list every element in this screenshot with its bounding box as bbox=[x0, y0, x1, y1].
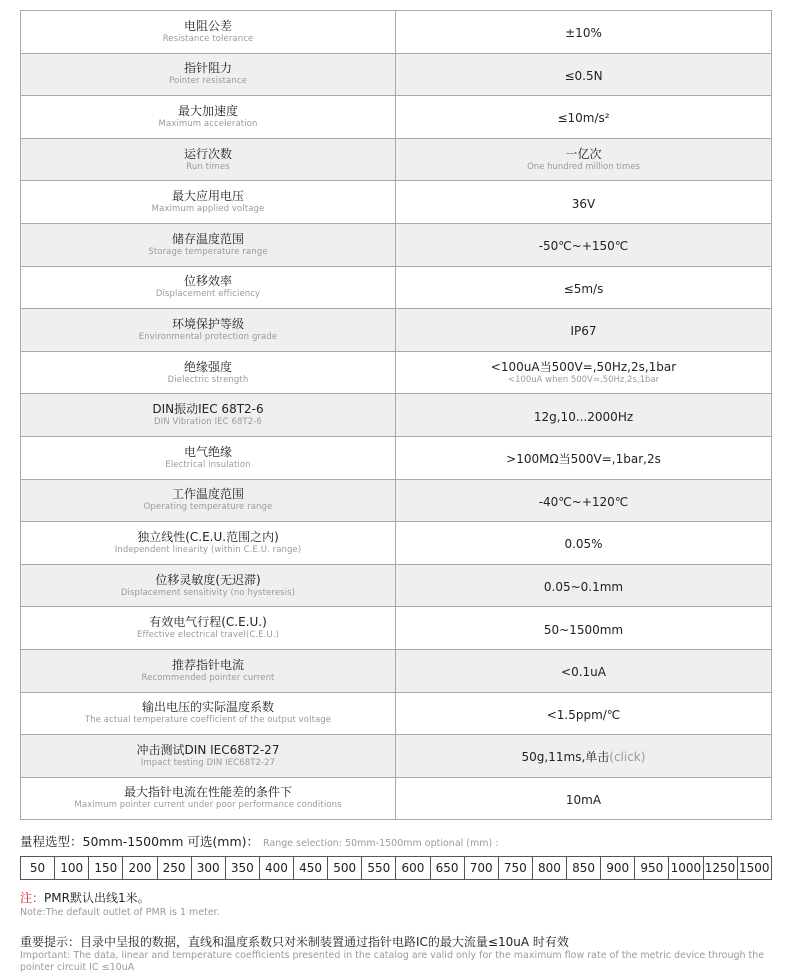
spec-value-cell bbox=[396, 522, 772, 565]
spec-value-en: One hundred million times bbox=[527, 161, 640, 172]
range-selection-en: Range selection: 50mm-1500mm optional (mm) : bbox=[263, 838, 499, 849]
spec-value-cell bbox=[396, 479, 772, 522]
spec-label-cn: 环境保护等级 bbox=[171, 316, 244, 331]
range-option: 700 bbox=[464, 857, 498, 880]
range-option: 400 bbox=[259, 857, 293, 880]
spec-value-en: <100uA when 500V=,50Hz,2s,1bar bbox=[507, 374, 660, 385]
spec-value: ≤0.5N bbox=[564, 68, 603, 83]
spec-label-cell bbox=[21, 479, 396, 522]
spec-label-cell bbox=[21, 735, 396, 778]
spec-value-cell bbox=[396, 436, 772, 479]
range-option: 350 bbox=[225, 857, 259, 880]
spec-value: -50℃~+150℃ bbox=[538, 239, 629, 254]
range-option: 450 bbox=[294, 857, 328, 880]
spec-value: 50g,11ms,单击 bbox=[521, 750, 610, 765]
spec-value-cell bbox=[396, 266, 772, 309]
spec-label-cn: 最大应用电压 bbox=[171, 189, 244, 204]
note-cn-line bbox=[20, 890, 780, 906]
spec-value-cell bbox=[396, 138, 772, 181]
spec-label-cn: 工作温度范围 bbox=[171, 487, 244, 502]
spec-value: <1.5ppm/℃ bbox=[546, 707, 621, 722]
spec-label-cell bbox=[21, 692, 396, 735]
spec-label-en: The actual temperature coefficient of the output voltage bbox=[84, 715, 332, 726]
spec-label-en: Effective electrical travel(C.E.U.) bbox=[137, 630, 279, 641]
spec-label-cn: 电阻公差 bbox=[183, 18, 232, 33]
range-option: 900 bbox=[601, 857, 635, 880]
spec-table-body bbox=[21, 11, 772, 820]
spec-label-cell bbox=[21, 138, 396, 181]
spec-label-cn: 最大指针电流在性能差的条件下 bbox=[123, 785, 292, 800]
important-block bbox=[20, 934, 780, 974]
spec-label-en: Maximum acceleration bbox=[158, 118, 258, 129]
spec-value: 50~1500mm bbox=[543, 622, 624, 637]
spec-value: ±10% bbox=[565, 26, 602, 41]
spec-label-en: DIN Vibration IEC 68T2-6 bbox=[154, 417, 262, 428]
range-option: 850 bbox=[567, 857, 601, 880]
range-option: 100 bbox=[55, 857, 89, 880]
spec-label-cell bbox=[21, 649, 396, 692]
spec-label-cell bbox=[21, 777, 396, 820]
spec-label-en: Independent linearity (within C.E.U. range) bbox=[114, 544, 302, 555]
spec-row bbox=[21, 138, 772, 181]
spec-row bbox=[21, 436, 772, 479]
range-option: 50 bbox=[21, 857, 55, 880]
spec-label-cn: 推荐指针电流 bbox=[171, 657, 244, 672]
spec-label-en: Pointer resistance bbox=[169, 76, 247, 87]
spec-label-cell bbox=[21, 522, 396, 565]
spec-value-cell bbox=[396, 309, 772, 352]
spec-label-cell bbox=[21, 351, 396, 394]
spec-value-cell bbox=[396, 11, 772, 54]
note-block bbox=[20, 890, 780, 919]
spec-row bbox=[21, 735, 772, 778]
spec-value: 10mA bbox=[565, 792, 602, 807]
spec-value: ≤10m/s² bbox=[557, 111, 610, 126]
spec-value: ≤5m/s bbox=[563, 281, 604, 296]
note-prefix: 注： bbox=[20, 891, 45, 905]
spec-value-cell bbox=[396, 692, 772, 735]
spec-label-en: Dielectric strength bbox=[167, 374, 249, 385]
range-option: 1000 bbox=[669, 857, 703, 880]
spec-value-cell bbox=[396, 96, 772, 139]
range-option: 1250 bbox=[703, 857, 737, 880]
range-option: 300 bbox=[191, 857, 225, 880]
spec-row bbox=[21, 564, 772, 607]
range-option: 150 bbox=[89, 857, 123, 880]
range-option: 600 bbox=[396, 857, 430, 880]
spec-value-cell bbox=[396, 564, 772, 607]
spec-label-en: Run times bbox=[186, 161, 230, 172]
range-option: 650 bbox=[430, 857, 464, 880]
spec-label-en: Displacement sensitivity (no hysteresis) bbox=[120, 587, 296, 598]
spec-value-cell bbox=[396, 735, 772, 778]
important-en: Important: The data, linear and temperature coefficients presented in the catalog are valid only for the maximum flow rate of the metric device through the pointer circuit IC ≤10uA bbox=[20, 950, 765, 973]
spec-label-en: Resistance tolerance bbox=[162, 33, 254, 44]
spec-label-cn: 电气绝缘 bbox=[183, 444, 232, 459]
spec-label-cell bbox=[21, 394, 396, 437]
spec-label-cell bbox=[21, 53, 396, 96]
spec-row bbox=[21, 223, 772, 266]
spec-label-en: Electrical insulation bbox=[165, 459, 251, 470]
spec-value-cell bbox=[396, 181, 772, 224]
range-options-table bbox=[20, 856, 772, 880]
spec-label-cell bbox=[21, 436, 396, 479]
spec-label-en: Operating temperature range bbox=[143, 502, 273, 513]
spec-label-cn: DIN振动IEC 68T2-6 bbox=[152, 402, 264, 417]
range-option: 950 bbox=[635, 857, 669, 880]
spec-label-cell bbox=[21, 96, 396, 139]
spec-label-en: Storage temperature range bbox=[148, 246, 268, 257]
spec-label-cn: 独立线性(C.E.U.范围之内) bbox=[137, 529, 279, 544]
spec-row bbox=[21, 479, 772, 522]
spec-row bbox=[21, 309, 772, 352]
spec-row bbox=[21, 649, 772, 692]
spec-label-cell bbox=[21, 11, 396, 54]
spec-row bbox=[21, 266, 772, 309]
spec-label-cn: 储存温度范围 bbox=[171, 231, 244, 246]
spec-value: >100MΩ当500V=,1bar,2s bbox=[506, 452, 661, 467]
spec-value: <100uA当500V=,50Hz,2s,1bar bbox=[490, 359, 677, 374]
note-en: Note:The default outlet of PMR is 1 meter. bbox=[20, 907, 220, 918]
spec-label-cell bbox=[21, 266, 396, 309]
spec-label-cell bbox=[21, 181, 396, 224]
spec-value-cell bbox=[396, 351, 772, 394]
spec-row bbox=[21, 394, 772, 437]
spec-value: <0.1uA bbox=[561, 665, 606, 680]
spec-row bbox=[21, 181, 772, 224]
range-option: 500 bbox=[328, 857, 362, 880]
spec-row bbox=[21, 777, 772, 820]
spec-label-cn: 最大加速度 bbox=[177, 103, 238, 118]
spec-label-cell bbox=[21, 607, 396, 650]
spec-value-cell bbox=[396, 394, 772, 437]
range-option: 1500 bbox=[737, 857, 771, 880]
spec-value: 0.05~0.1mm bbox=[543, 580, 624, 595]
spec-row bbox=[21, 96, 772, 139]
spec-label-en: Environmental protection grade bbox=[138, 331, 278, 342]
range-options-row bbox=[21, 857, 772, 880]
spec-value-cell bbox=[396, 777, 772, 820]
spec-label-en: Recommended pointer current bbox=[141, 672, 275, 683]
spec-row bbox=[21, 53, 772, 96]
spec-label-en: Displacement efficiency bbox=[155, 289, 261, 300]
range-option: 550 bbox=[362, 857, 396, 880]
spec-label-cn: 冲击测试DIN IEC68T2-27 bbox=[136, 742, 280, 757]
note-cn: PMR默认出线1米。 bbox=[44, 891, 150, 905]
range-option: 750 bbox=[498, 857, 532, 880]
spec-value: -40℃~+120℃ bbox=[538, 494, 629, 509]
spec-label-cell bbox=[21, 564, 396, 607]
important-cn: 重要提示：目录中呈报的数据，直线和温度系数只对米制装置通过指针电路IC的最大流量≤10uA 时有效 bbox=[20, 935, 569, 949]
spec-table bbox=[20, 10, 772, 820]
spec-row bbox=[21, 692, 772, 735]
spec-value-cell bbox=[396, 607, 772, 650]
range-option: 250 bbox=[157, 857, 191, 880]
range-option: 200 bbox=[123, 857, 157, 880]
spec-value-suffix: (click) bbox=[609, 750, 646, 765]
spec-value: 36V bbox=[571, 196, 596, 211]
spec-value: 一亿次 bbox=[565, 146, 602, 161]
spec-row bbox=[21, 607, 772, 650]
range-selection-cn: 量程选型：50mm-1500mm 可选(mm)： bbox=[20, 834, 260, 849]
spec-label-cn: 输出电压的实际温度系数 bbox=[141, 700, 274, 715]
spec-value: 0.05% bbox=[564, 537, 603, 552]
spec-value-cell bbox=[396, 223, 772, 266]
spec-label-cn: 位移灵敏度(无迟滞) bbox=[155, 572, 261, 587]
spec-value: IP67 bbox=[570, 324, 597, 339]
spec-label-cn: 有效电气行程(C.E.U.) bbox=[149, 615, 267, 630]
spec-row bbox=[21, 11, 772, 54]
spec-label-cell bbox=[21, 309, 396, 352]
spec-value-cell bbox=[396, 649, 772, 692]
spec-label-cn: 位移效率 bbox=[183, 274, 232, 289]
spec-label-en: Maximum applied voltage bbox=[151, 204, 265, 215]
spec-label-cell bbox=[21, 223, 396, 266]
spec-row bbox=[21, 522, 772, 565]
spec-label-cn: 运行次数 bbox=[183, 146, 232, 161]
spec-label-cn: 指针阻力 bbox=[183, 61, 232, 76]
spec-value-cell bbox=[396, 53, 772, 96]
spec-label-cn: 绝缘强度 bbox=[183, 359, 232, 374]
range-option: 800 bbox=[532, 857, 566, 880]
spec-label-en: Impact testing DIN IEC68T2-27 bbox=[140, 757, 276, 768]
spec-value: 12g,10...2000Hz bbox=[533, 409, 634, 424]
spec-row bbox=[21, 351, 772, 394]
range-selection-line bbox=[20, 832, 780, 850]
spec-label-en: Maximum pointer current under poor performance conditions bbox=[74, 800, 342, 811]
